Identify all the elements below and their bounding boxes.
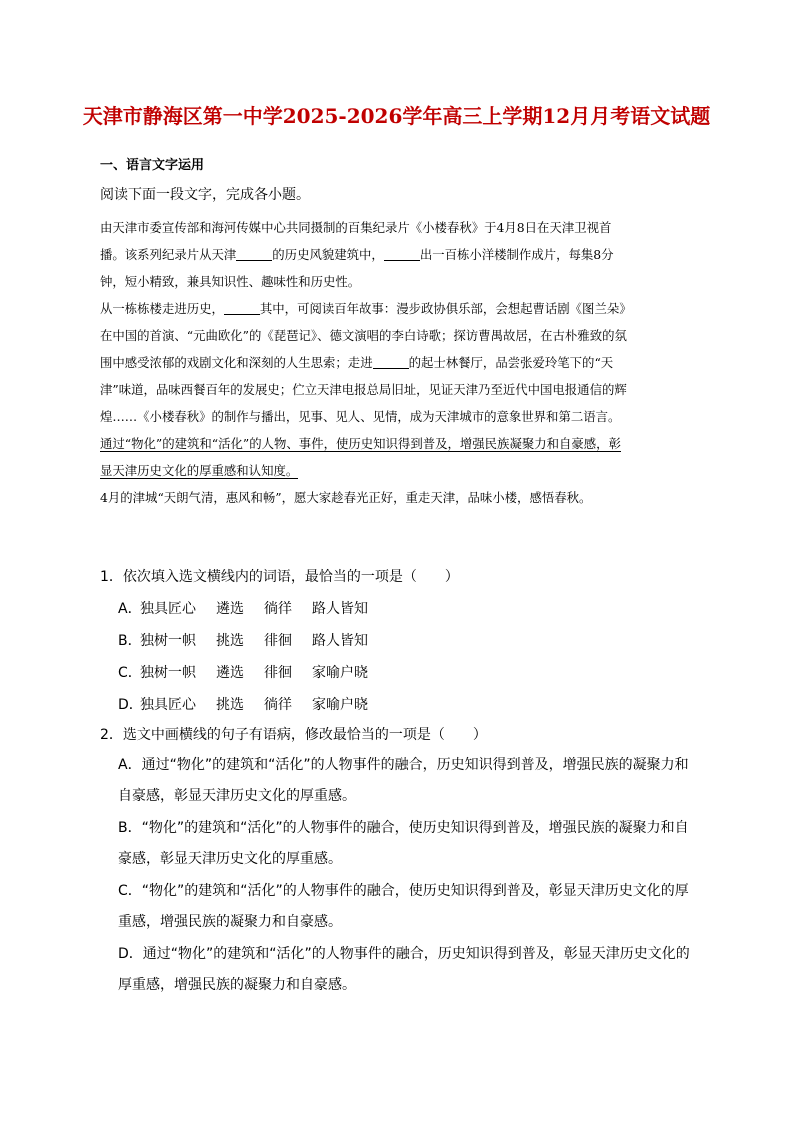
passage-text: 围中感受浓郁的戏剧文化和深刻的人生思索；走进 bbox=[100, 355, 373, 370]
passage-line: 津”味道，品味西餐百年的发展史；伫立天津电报总局旧址，见证天津乃至近代中国电报通信的辉 bbox=[100, 382, 627, 397]
document-title: 天津市静海区第一中学2025-2026学年高三上学期12月月考语文试题 bbox=[82, 104, 711, 128]
option-label: D． bbox=[118, 697, 143, 713]
passage-line: 4月的津城“天朗气清，惠风和畅”，愿大家趁春光正好，重走天津，品味小楼，感悟春秋。 bbox=[100, 490, 592, 505]
q2-option-c bbox=[118, 876, 688, 938]
passage-text: 出一百栋小洋楼制作成片，每集8分 bbox=[419, 247, 614, 262]
question-1-stem: 1．依次填入选文横线内的词语，最恰当的一项是（ ） bbox=[100, 569, 459, 585]
underlined-text: 通过“物化”的建筑和“活化”的人物、事件，使历史知识得到普及，增强民族凝聚力和自豪感，彰 bbox=[100, 436, 621, 451]
passage-line: 在中国的首演、“元曲欧化”的《琵琶记》、德文演唱的李白诗歌；探访曹禺故居，在古朴雅致的氛 bbox=[100, 328, 627, 343]
option-label: A． bbox=[118, 601, 142, 617]
option-word: 家喻户晓 bbox=[312, 697, 368, 713]
option-word: 遴选 bbox=[216, 601, 244, 617]
option-text: 厚重感，增强民族的凝聚力和自豪感。 bbox=[118, 977, 356, 993]
underlined-sentence-line bbox=[100, 457, 688, 484]
q1-option-a bbox=[118, 598, 392, 618]
option-word: 家喻户晓 bbox=[312, 665, 368, 681]
option-label: C． bbox=[118, 665, 142, 681]
q2-option-a bbox=[118, 750, 688, 812]
fill-blank-4 bbox=[373, 354, 409, 369]
passage-line bbox=[100, 295, 688, 322]
question-2-stem: 2．选文中画横线的句子有语病，修改最恰当的一项是（ ） bbox=[100, 727, 487, 743]
passage-line: 钟，短小精致，兼具知识性、趣味性和历史性。 bbox=[100, 274, 361, 289]
option-text: 重感，增强民族的凝聚力和自豪感。 bbox=[118, 914, 342, 930]
option-word: 挑选 bbox=[216, 697, 244, 713]
option-word: 独具匠心 bbox=[140, 601, 196, 617]
option-word: 独树一帜 bbox=[140, 665, 196, 681]
fill-blank-2 bbox=[384, 246, 420, 261]
q2-option-b bbox=[118, 813, 688, 875]
passage-line bbox=[100, 241, 688, 268]
fill-blank-1 bbox=[236, 246, 272, 261]
option-word: 徘徊 bbox=[264, 665, 292, 681]
option-text: 自豪感，彰显天津历史文化的厚重感。 bbox=[118, 788, 356, 804]
passage-text: 的历史风貌建筑中， bbox=[272, 247, 384, 262]
section-heading: 一、语言文字运用 bbox=[100, 158, 205, 173]
option-label: B． bbox=[118, 633, 142, 649]
passage-line: 煌……《小楼春秋》的制作与播出，见事、见人、见情，成为天津城市的意象世界和第二语言。 bbox=[100, 409, 621, 424]
option-word: 遴选 bbox=[216, 665, 244, 681]
option-word: 徜徉 bbox=[264, 697, 292, 713]
option-word: 徜徉 bbox=[264, 601, 292, 617]
option-text: 豪感，彰显天津历史文化的厚重感。 bbox=[118, 851, 342, 867]
q1-option-c bbox=[118, 662, 392, 682]
q1-option-d bbox=[118, 694, 392, 714]
passage-line bbox=[100, 349, 688, 376]
passage-line: 由天津市委宣传部和海河传媒中心共同摄制的百集纪录片《小楼春秋》于4月8日在天津卫视首 bbox=[100, 220, 612, 235]
passage-text: 的起士林餐厅，品尝张爱玲笔下的“天 bbox=[408, 355, 614, 370]
option-text: D．通过“物化”的建筑和“活化”的人物事件的融合，历史知识得到普及，彰显天津历史文化的 bbox=[118, 946, 690, 962]
option-word: 挑选 bbox=[216, 633, 244, 649]
option-text: A．通过“物化”的建筑和“活化”的人物事件的融合，历史知识得到普及，增强民族的凝聚力和 bbox=[118, 757, 689, 773]
passage-text: 其中，可阅读百年故事：漫步政协俱乐部，会想起曹话剧《图兰朵》 bbox=[259, 301, 632, 316]
option-text: B．“物化”的建筑和“活化”的人物事件的融合，使历史知识得到普及，增强民族的凝聚力和自 bbox=[118, 820, 689, 836]
fill-blank-3 bbox=[224, 300, 260, 315]
option-text: C．“物化”的建筑和“活化”的人物事件的融合，使历史知识得到普及，彰显天津历史文化的厚 bbox=[118, 883, 689, 899]
underlined-text: 显天津历史文化的厚重感和认知度。 bbox=[100, 463, 299, 478]
option-word: 徘徊 bbox=[264, 633, 292, 649]
option-word: 路人皆知 bbox=[312, 601, 368, 617]
reading-instruction: 阅读下面一段文字，完成各小题。 bbox=[100, 187, 310, 203]
q2-option-d bbox=[118, 939, 688, 1001]
option-word: 路人皆知 bbox=[312, 633, 368, 649]
underlined-sentence-line bbox=[100, 430, 688, 457]
passage-text: 从一栋栋楼走进历史， bbox=[100, 301, 224, 316]
option-word: 独树一帜 bbox=[140, 633, 196, 649]
q1-option-b bbox=[118, 630, 392, 650]
reading-passage bbox=[100, 214, 688, 511]
passage-text: 播。该系列纪录片从天津 bbox=[100, 247, 237, 262]
option-word: 独具匠心 bbox=[140, 697, 196, 713]
